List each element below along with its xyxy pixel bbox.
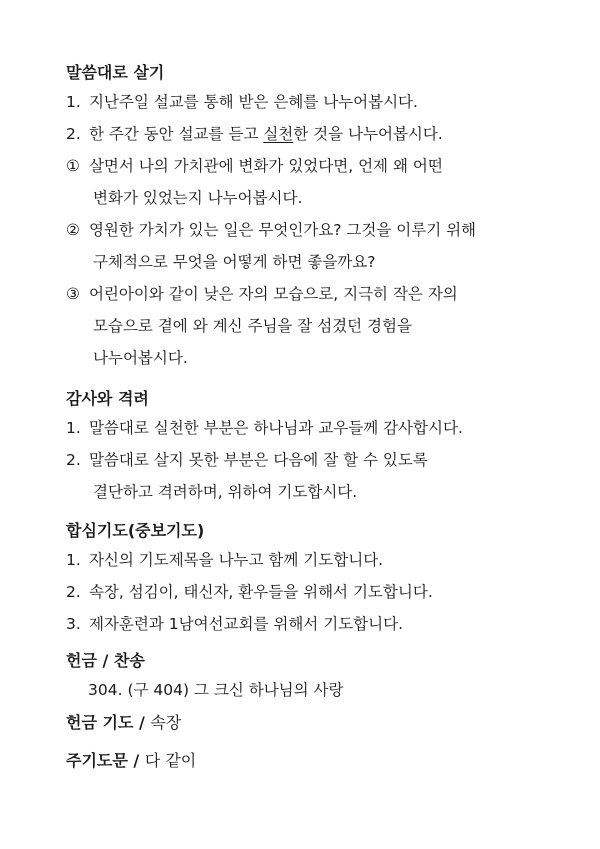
offering-prayer-value: 속장 bbox=[150, 713, 182, 732]
list-item: 2. 속장, 섬김이, 태신자, 환우들을 위해서 기도합니다. bbox=[66, 583, 433, 601]
list-item-continuation: 결단하고 격려하며, 위하여 기도합시다. bbox=[93, 483, 358, 501]
question-item-continuation: 모습으로 곁에 와 계신 주님을 잘 섬겼던 경험을 bbox=[93, 317, 412, 335]
list-item: 1. 자신의 기도제목을 나누고 함께 기도합니다. bbox=[66, 551, 384, 569]
question-text: 살면서 나의 가치관에 변화가 있었다면, 언제 왜 어떤 bbox=[88, 157, 443, 175]
list-item-text: 한 주간 동안 설교를 듣고 bbox=[88, 125, 264, 143]
list-item: 1. 지난주일 설교를 통해 받은 은혜를 나누어봅시다. bbox=[66, 93, 418, 111]
section-title-live-by-word: 말씀대로 살기 bbox=[66, 63, 165, 82]
question-item-continuation: 나누어봅시다. bbox=[93, 349, 188, 367]
circled-number: ② bbox=[66, 221, 80, 239]
circled-number: ① bbox=[66, 157, 80, 175]
question-item bbox=[66, 150, 556, 182]
list-item: 1. 말씀대로 실천한 부분은 하나님과 교우들께 감사합시다. bbox=[66, 419, 463, 437]
circled-number: ③ bbox=[66, 285, 80, 303]
closing-value: 다 같이 bbox=[144, 751, 197, 770]
list-item-text: 자신의 기도제목을 나누고 함께 기도합니다. bbox=[88, 551, 384, 569]
offering-prayer-label: 헌금 기도 / bbox=[66, 713, 151, 732]
question-text: 어린아이와 같이 낮은 자의 모습으로, 지극히 작은 자의 bbox=[88, 285, 458, 303]
question-item-continuation: 변화가 있었는지 나누어봅시다. bbox=[93, 189, 303, 207]
question-item bbox=[66, 214, 556, 246]
question-item-continuation: 구체적으로 무엇을 어떻게 하면 좋을까요? bbox=[93, 253, 376, 271]
meeting-guide-page bbox=[66, 56, 556, 774]
section-title-prayer: 합심기도(중보기도) bbox=[66, 521, 205, 540]
closing-label: 주기도문 / bbox=[66, 751, 145, 770]
list-item-text: 지난주일 설교를 통해 받은 은혜를 나누어봅시다. bbox=[88, 93, 418, 111]
section-title-thanks: 감사와 격려 bbox=[66, 389, 149, 408]
section-title-offering: 헌금 / 찬송 bbox=[66, 651, 145, 670]
list-item-text: 말씀대로 살지 못한 부분은 다음에 잘 할 수 있도록 bbox=[88, 451, 428, 469]
hymn-line: 304. (구 404) 그 크신 하나님의 사랑 bbox=[88, 681, 344, 699]
list-item: 2. 말씀대로 살지 못한 부분은 다음에 잘 할 수 있도록 bbox=[66, 451, 428, 469]
question-item bbox=[66, 278, 556, 310]
list-item-text: 말씀대로 실천한 부분은 하나님과 교우들께 감사합시다. bbox=[88, 419, 463, 437]
list-item: 3. 제자훈련과 1남여선교회를 위해서 기도합니다. bbox=[66, 615, 403, 633]
list-item-text: 제자훈련과 1남여선교회를 위해서 기도합니다. bbox=[88, 615, 403, 633]
list-item-text: 속장, 섬김이, 태신자, 환우들을 위해서 기도합니다. bbox=[88, 583, 433, 601]
list-item-text: 한 것을 나누어봅시다. bbox=[293, 125, 443, 143]
list-item: 2. 한 주간 동안 설교를 듣고 실천한 것을 나누어봅시다. bbox=[66, 125, 443, 143]
section-title-offering-prayer bbox=[66, 710, 556, 736]
underlined-word: 실천 bbox=[263, 125, 294, 143]
section-title-closing bbox=[66, 748, 556, 774]
question-text: 영원한 가치가 있는 일은 무엇인가요? 그것을 이루기 위해 bbox=[88, 221, 477, 239]
